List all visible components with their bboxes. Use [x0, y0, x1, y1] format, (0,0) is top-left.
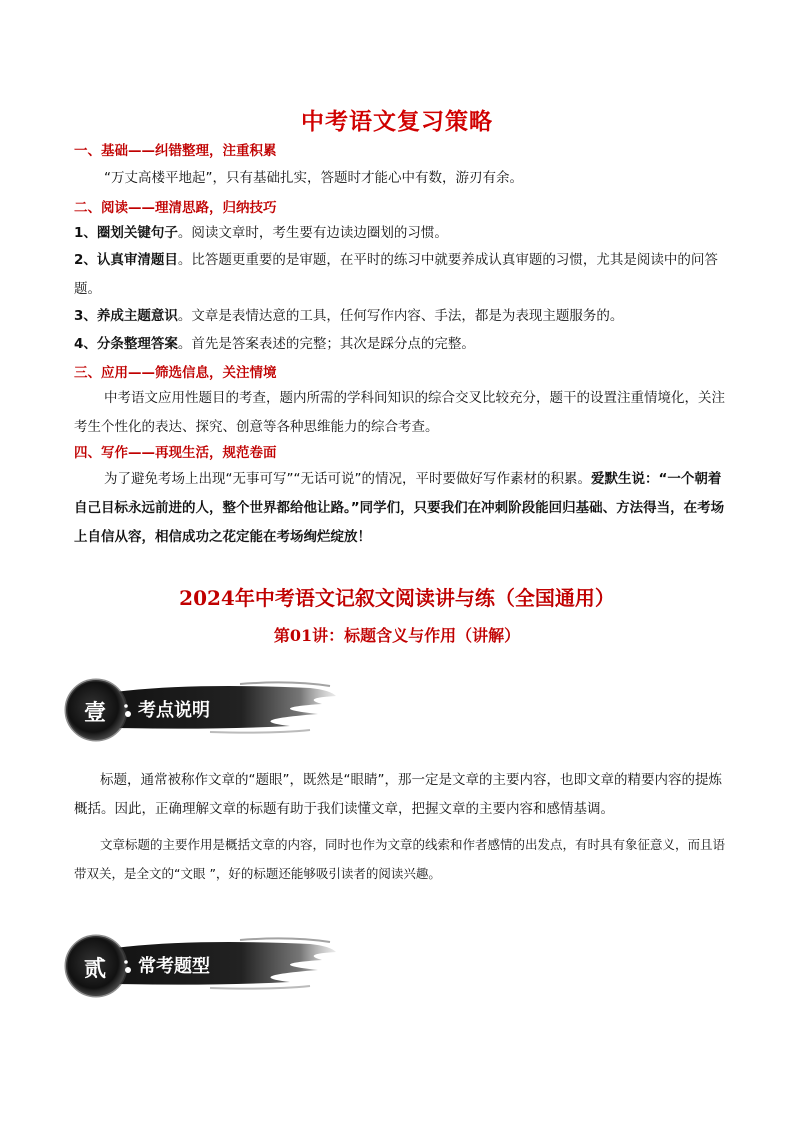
- item-1-text: 。阅读文章时，考生要有边读边圈划的习惯。: [177, 225, 448, 241]
- main-title: 中考语文复习策略: [301, 109, 493, 135]
- section-2-item-1: [74, 219, 726, 248]
- section-heading-4: 四、写作——再现生活，规范卷面: [74, 445, 277, 461]
- section-heading-1: 一、基础——纠错整理，注重积累: [74, 143, 277, 159]
- banner-2-label: 常考题型: [138, 956, 210, 977]
- item-2-bold: 2、认真审清题目: [74, 252, 178, 268]
- item-3-bold: 3、养成主题意识: [74, 308, 178, 324]
- section-4-quote: 爱默生说：“一个朝着自己目标永远前进的人，整个世界都给他让路。”同学们，只要我们在冲刺阶段能回归基础、方法得当，在考场上自信从容，相信成功之花定能在考场绚烂绽放！: [74, 471, 725, 545]
- explanation-paragraph-2: 文章标题的主要作用是概括文章的内容，同时也作为文章的线索和作者感情的出发点，有时具有象征意义，而且语带双关，是全文的“文眼 ”，好的标题还能够吸引读者的阅读兴趣。: [74, 837, 726, 881]
- item-3-text: 。文章是表情达意的工具，任何写作内容、手法，都是为表现主题服务的。: [177, 308, 624, 324]
- section-1-text: “万丈高楼平地起”，只有基础扎实，答题时才能心中有数，游刃有余。: [104, 170, 523, 186]
- lecture-title: 第01讲：标题含义与作用（讲解）: [273, 626, 521, 645]
- section-2-item-4: [74, 330, 726, 359]
- explanation-paragraph-1: 标题，通常被称作文章的“题眼”，既然是“眼睛”，那一定是文章的主要内容，也即文章的精要内容的提炼概括。因此，正确理解文章的标题有助于我们读懂文章，把握文章的主要内容和感情基调。: [74, 772, 722, 817]
- course-title: 2024年中考语文记叙文阅读讲与练（全国通用）: [179, 586, 615, 610]
- item-2-text: 。比答题更重要的是审题，在平时的练习中就要养成认真审题的习惯，尤其是阅读中的问答题。: [74, 252, 718, 297]
- item-4-text: 。首先是答案表述的完整；其次是踩分点的完整。: [177, 336, 475, 352]
- section-heading-2: 二、阅读——理清思路，归纳技巧: [74, 200, 277, 216]
- section-heading-3: 三、应用——筛选信息，关注情境: [74, 365, 277, 381]
- banner-2-numeral: 贰: [84, 956, 107, 982]
- banner-1-label: 考点说明: [138, 700, 210, 721]
- item-4-bold: 4、分条整理答案: [74, 336, 178, 352]
- item-1-bold: 1、圈划关键句子: [74, 225, 178, 241]
- section-2-item-3: [74, 302, 726, 331]
- section-4-text: [74, 465, 726, 552]
- section-2-item-2: [74, 246, 726, 304]
- banner-1-numeral: 壹: [84, 700, 107, 726]
- banner-exam-points: [60, 674, 340, 748]
- section-3-text: 中考语文应用性题目的考查，题内所需的学科间知识的综合交叉比较充分，题干的设置注重情境化，关注考生个性化的表达、探究、创意等各种思维能力的综合考查。: [74, 390, 725, 435]
- section-4-normal: 为了避免考场上出现“无事可写”“无话可说”的情况，平时要做好写作素材的积累。: [104, 471, 591, 487]
- banner-question-types: [60, 930, 340, 1004]
